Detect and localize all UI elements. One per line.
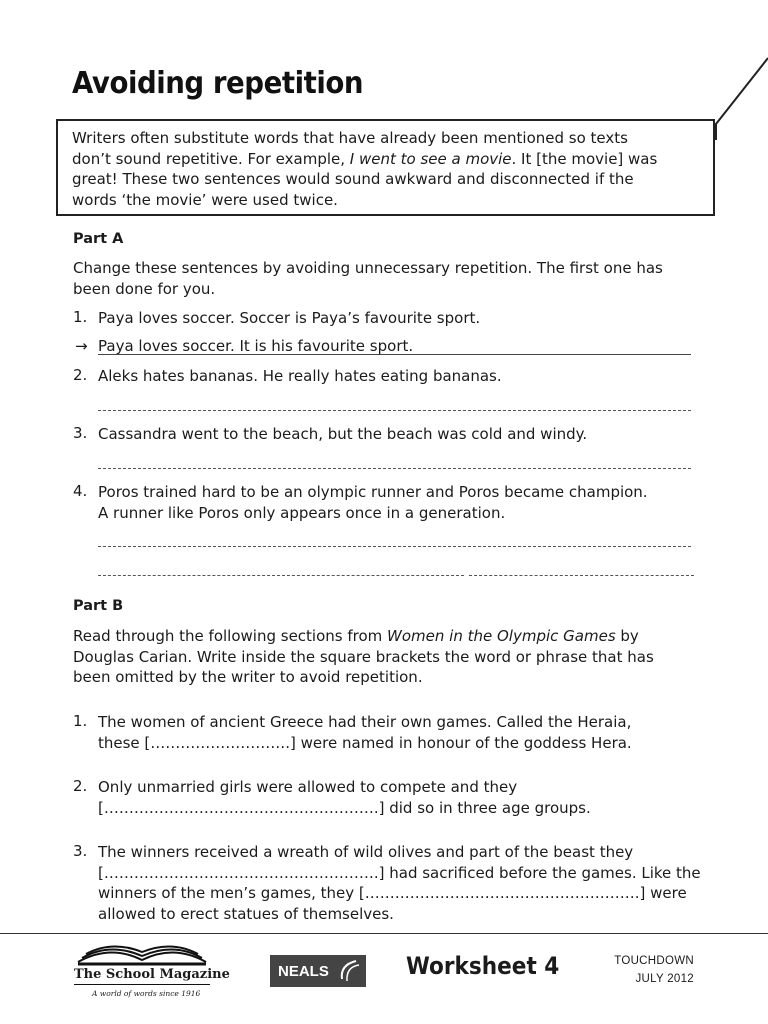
neals-logo [270,955,366,987]
part-b-item-1-number: 1. [73,712,88,730]
part-a-item-1-text: Paya loves soccer. Soccer is Paya’s favourite sport. [98,309,481,327]
part-b-instruction-line-2: Douglas Carian. Write inside the square brackets the word or phrase that has [73,647,654,666]
worksheet-label: Worksheet 4 [406,952,560,980]
part-b-item-2-line-1: Only unmarried girls were allowed to compete and they [98,778,518,796]
part-a-instructions [73,258,693,299]
part-a-heading: Part A [73,231,124,247]
intro-line-2b: . It [the movie] was [511,149,658,168]
answer-line[interactable] [98,468,691,469]
part-b-item-3-number: 3. [73,842,88,860]
arrow-icon: → [75,337,88,355]
answer-line[interactable] [98,410,691,411]
part-b-source-title: Women in the Olympic Games [387,627,616,645]
intro-example-italic: I went to see a movie [349,149,512,168]
part-b-item-2-number: 2. [73,777,88,795]
part-a-item-3-number: 3. [73,424,88,442]
part-a-item-2-number: 2. [73,366,88,384]
part-a-item-4-line-2: A runner like Poros only appears once in a generation. [98,503,506,522]
part-b-instructions [73,626,693,688]
part-a-instruction-line-2: been done for you. [73,279,216,298]
issue-date: JULY 2012 [635,973,694,985]
footer-divider [0,933,768,934]
swoosh-icon [334,957,362,985]
part-a-instruction-line-1: Change these sentences by avoiding unnecessary repetition. The first one has [73,259,663,277]
logo-underline [74,984,210,985]
part-a-item-4-text [98,482,698,523]
part-a-item-4-number: 4. [73,482,88,500]
open-book-icon [76,942,208,966]
part-a-example-answer: Paya loves soccer. It is his favourite sport. [98,337,414,355]
neals-logo-text: NEALS [278,963,329,980]
intro-line-4: words ‘the movie’ were used twice. [72,190,338,209]
intro-line-1: Writers often substitute words that have already been mentioned so texts [72,129,628,147]
part-b-item-3-line-2: [……………………………………………….] had sacrificed before the games. Like the [98,863,701,882]
part-b-item-2-text [98,777,698,818]
part-b-item-3-text [98,842,701,924]
intro-line-3: great! These two sentences would sound awkward and disconnected if the [72,170,634,188]
intro-text [72,128,702,210]
logo-tagline: A world of words since 1916 [92,989,201,998]
answer-line[interactable] [469,575,694,576]
part-b-instruction-line-1b: by [615,627,639,645]
part-a-item-1-number: 1. [73,308,88,326]
part-b-item-2-line-2: [……………………………………………….] did so in three age groups. [98,798,591,817]
intro-line-2a: don’t sound repetitive. For example, [72,149,350,168]
part-b-instruction-line-3: been omitted by the writer to avoid repetition. [73,668,423,686]
part-b-item-3-line-4: allowed to erect statues of themselves. [98,904,394,923]
answer-line[interactable] [98,546,691,547]
example-answer-line [98,354,691,355]
part-a-item-2-text: Aleks hates bananas. He really hates eating bananas. [98,367,502,385]
part-b-item-1-text [98,712,698,753]
part-a-item-3-text: Cassandra went to the beach, but the beach was cold and windy. [98,425,588,443]
page-title: Avoiding repetition [72,66,364,101]
part-a-item-4-line-1: Poros trained hard to be an olympic runner and Poros became champion. [98,483,648,501]
part-b-item-3-line-1: The winners received a wreath of wild olives and part of the beast they [98,843,634,861]
school-magazine-logo: The School Magazine [74,967,230,982]
part-b-item-1-line-2: these [……………………….] were named in honour of the goddess Hera. [98,733,632,752]
part-b-instruction-line-1a: Read through the following sections from [73,627,388,645]
answer-line[interactable] [98,575,464,576]
part-b-item-3-line-3: winners of the men’s games, they [……………………………………………….] were [98,884,687,902]
series-label: TOUCHDOWN [614,955,694,967]
part-b-heading: Part B [73,598,124,614]
part-b-item-1-line-1: The women of ancient Greece had their own games. Called the Heraia, [98,713,632,731]
